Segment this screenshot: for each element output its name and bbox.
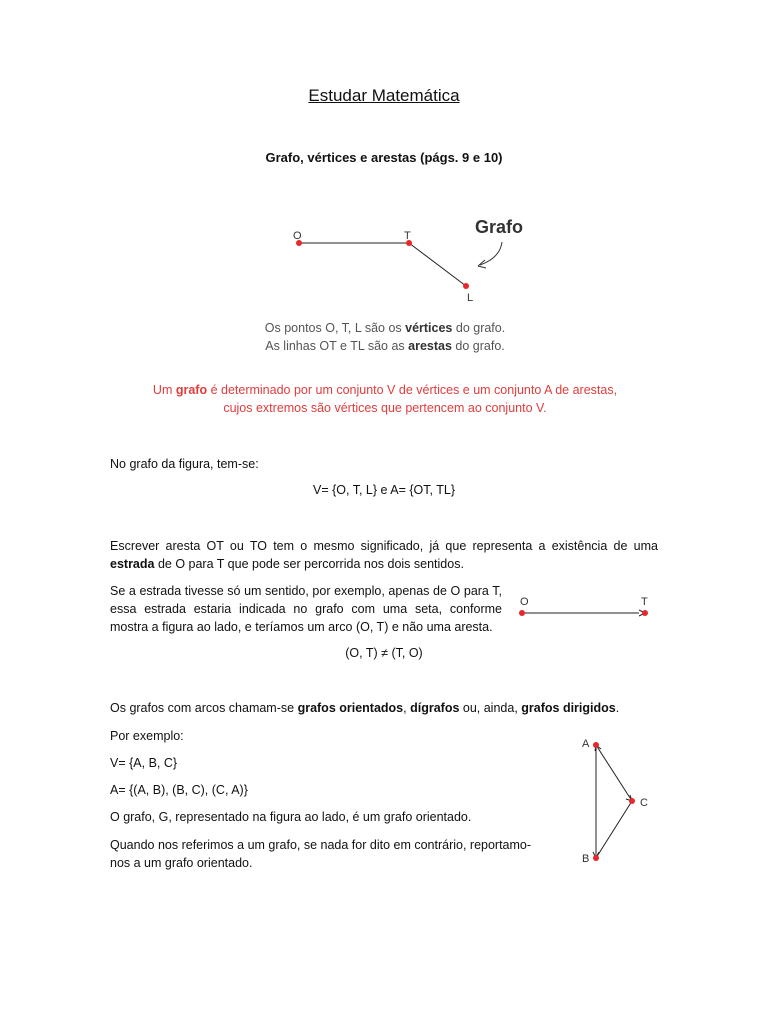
example2-arcs: A= {(A, B), (B, C), (C, A)} [110,783,248,797]
inequality: (O, T) ≠ (T, O) [345,646,423,660]
arc-ab-to-c [596,745,632,801]
directed-graph-abc [575,730,655,870]
label-t: T [404,230,411,242]
paragraph-seta: Se a estrada tivesse só um sentido, por exemplo, apenas de O para T, essa estrada estaria indicada no grafo com uma seta, conforme mostra a figura ao lado, e teríamos um arco (O, T) e não uma aresta. [110,584,502,634]
label-t: T [641,596,648,608]
paragraph-aresta: Escrever aresta OT ou TO tem o mesmo significado, já que representa a existência de uma estrada de O para T que pode ser percorrida nos dois sentidos. [110,539,658,571]
label-o: O [293,230,302,242]
label-b: B [582,853,590,865]
arc-c-to-b [596,801,632,858]
vertex-l [463,283,469,289]
label-o: O [520,596,529,608]
example-intro: No grafo da figura, tem-se: [110,457,259,471]
example2-final: Quando nos referimos a um grafo, se nada for dito em contrário, reportamo-nos a um grafo orientado. [110,838,532,870]
section-subtitle: Grafo, vértices e arestas (págs. 9 e 10) [265,150,503,165]
example2-intro: Por exemplo: [110,729,184,743]
example2-statement: O grafo, G, representado na figura ao lado, é um grafo orientado. [110,810,472,824]
label-l: L [467,292,474,304]
figure1-caption: Os pontos O, T, L são os vértices do grafo. As linhas OT e TL são as arestas do grafo. [264,321,506,353]
paragraph-digrafos: Os grafos com arcos chamam-se grafos orientados, dígrafos ou, ainda, grafos dirigidos. [110,701,620,715]
grafo-label: Grafo [475,217,524,237]
vertex-a [593,742,599,748]
graph-figure-otl [280,210,540,310]
arc-figure-ot [515,592,665,622]
vertex-b [593,855,599,861]
edge-tl [409,243,466,286]
graph-definition: Um grafo é determinado por um conjunto V de vértices e um conjunto A de arestas, cujos extremos são vértices que pertencem ao conjunto V. [152,383,618,415]
vertex-c [629,798,635,804]
label-a: A [582,738,590,750]
vertex-t [642,610,648,616]
example-sets: V= {O, T, L} e A= {OT, TL} [313,483,455,497]
vertex-o [519,610,525,616]
label-c: C [640,797,648,809]
example2-vertices: V= {A, B, C} [110,756,178,770]
page-title: Estudar Matemática [308,86,460,105]
